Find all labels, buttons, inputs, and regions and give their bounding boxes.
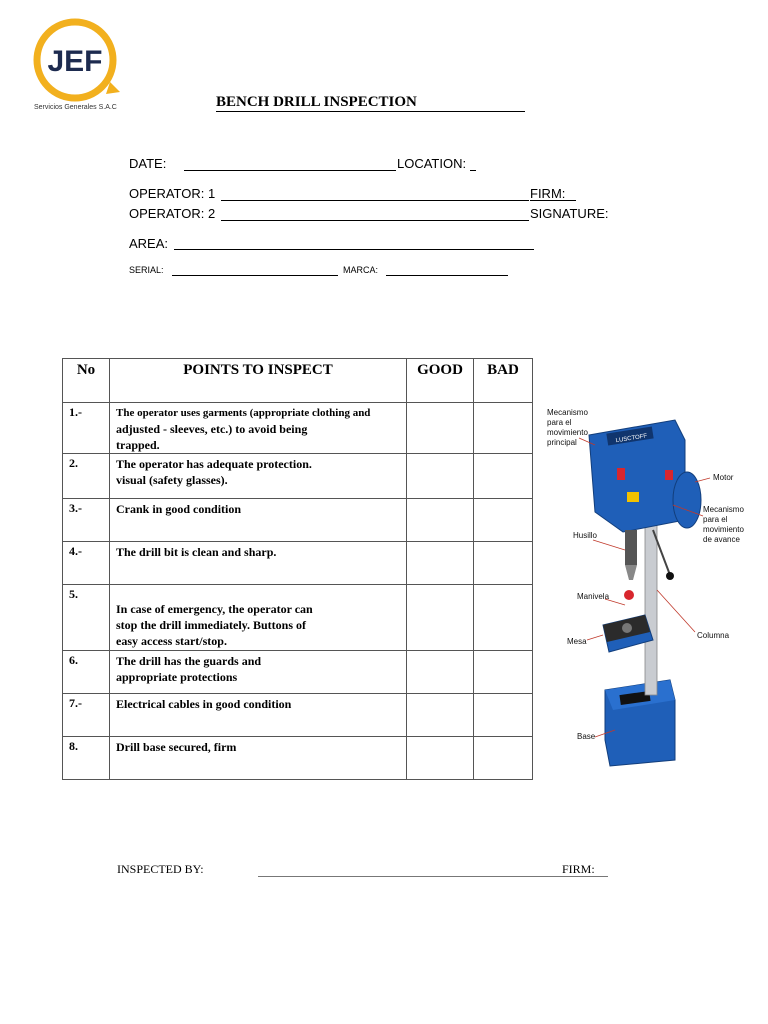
page-title: BENCH DRILL INSPECTION xyxy=(216,94,525,112)
serial-field[interactable] xyxy=(172,275,338,276)
company-logo xyxy=(30,18,130,118)
area-field[interactable] xyxy=(174,249,534,250)
location-label: LOCATION: xyxy=(397,156,467,171)
table-row xyxy=(63,737,533,780)
row-point xyxy=(110,454,407,499)
row-point xyxy=(110,694,407,737)
label-base: Base xyxy=(577,732,596,741)
row-point xyxy=(110,542,407,585)
label-manivela: Manivela xyxy=(577,592,610,601)
row-number: 5. xyxy=(63,585,110,651)
point-line: Electrical cables in good condition xyxy=(116,697,292,711)
point-line: Drill base secured, firm xyxy=(116,740,237,754)
row-point xyxy=(110,585,407,651)
label-mecanismo-avance: para el xyxy=(703,515,728,524)
point-line: The operator uses garments (appropriate clothing and xyxy=(116,407,371,419)
signature-label: SIGNATURE: xyxy=(530,206,609,221)
point-line: easy access start/stop. xyxy=(116,634,227,648)
good-checkbox-cell[interactable] xyxy=(407,585,474,651)
bad-checkbox-cell[interactable] xyxy=(474,542,533,585)
serial-label: SERIAL: xyxy=(129,265,164,275)
good-checkbox-cell[interactable] xyxy=(407,403,474,454)
table-row xyxy=(63,542,533,585)
header-good: GOOD xyxy=(407,359,474,403)
firm-label: FIRM: xyxy=(530,186,566,201)
point-line: visual (safety glasses). xyxy=(116,473,228,487)
row-number: 8. xyxy=(63,737,110,780)
label-mecanismo-principal: para el xyxy=(547,418,572,427)
label-mecanismo-principal: movimiento xyxy=(547,428,588,437)
drill-motor xyxy=(673,472,701,528)
logo-subtitle: Servicios Generales S.A.C xyxy=(34,104,117,111)
operator1-field[interactable] xyxy=(221,200,529,201)
bad-checkbox-cell[interactable] xyxy=(474,499,533,542)
inspection-table xyxy=(62,358,533,780)
good-checkbox-cell[interactable] xyxy=(407,694,474,737)
label-husillo: Husillo xyxy=(573,531,598,540)
point-line: stop the drill immediately. Buttons of xyxy=(116,618,307,632)
row-number: 2. xyxy=(63,454,110,499)
row-point xyxy=(110,403,407,454)
bad-checkbox-cell[interactable] xyxy=(474,403,533,454)
logo-text: JEF xyxy=(47,45,103,78)
drill-chuck xyxy=(625,565,637,580)
table-row xyxy=(63,403,533,454)
row-number: 1.- xyxy=(63,403,110,454)
drill-column xyxy=(645,500,657,695)
point-line: trapped. xyxy=(116,438,160,452)
footer-firm-label: FIRM: xyxy=(562,862,595,876)
operator2-field[interactable] xyxy=(221,220,529,221)
drill-table-hole xyxy=(622,623,632,633)
drill-switch xyxy=(665,470,673,480)
point-line: adjusted - sleeves, etc.) to avoid being xyxy=(116,422,308,436)
bad-checkbox-cell[interactable] xyxy=(474,694,533,737)
label-mecanismo-principal: principal xyxy=(547,438,577,447)
bad-checkbox-cell[interactable] xyxy=(474,585,533,651)
table-row xyxy=(63,454,533,499)
inspected-by-label: INSPECTED BY: xyxy=(117,862,204,876)
row-point xyxy=(110,651,407,694)
table-row xyxy=(63,651,533,694)
label-mecanismo-avance: Mecanismo xyxy=(703,505,744,514)
good-checkbox-cell[interactable] xyxy=(407,499,474,542)
good-checkbox-cell[interactable] xyxy=(407,737,474,780)
point-line: appropriate protections xyxy=(116,670,238,684)
location-field[interactable] xyxy=(470,170,476,171)
drill-warning-label xyxy=(627,492,639,502)
drill-spindle xyxy=(625,530,637,565)
label-mecanismo-avance: movimiento xyxy=(703,525,744,534)
date-label: DATE: xyxy=(129,156,167,171)
good-checkbox-cell[interactable] xyxy=(407,454,474,499)
point-line: The drill has the guards and xyxy=(116,654,262,668)
good-checkbox-cell[interactable] xyxy=(407,542,474,585)
point-line: The operator has adequate protection. xyxy=(116,457,312,471)
row-number: 3.- xyxy=(63,499,110,542)
bad-checkbox-cell[interactable] xyxy=(474,454,533,499)
operator1-label: OPERATOR: 1 xyxy=(129,186,216,201)
drill-brand: LUSCTOFF xyxy=(615,433,648,445)
date-field[interactable] xyxy=(184,170,396,171)
drill-switch xyxy=(617,468,625,480)
bad-checkbox-cell[interactable] xyxy=(474,737,533,780)
row-number: 7.- xyxy=(63,694,110,737)
marca-field[interactable] xyxy=(386,275,508,276)
bad-checkbox-cell[interactable] xyxy=(474,651,533,694)
label-columna: Columna xyxy=(697,631,730,640)
label-mecanismo-principal: Mecanismo xyxy=(547,408,588,417)
table-row xyxy=(63,499,533,542)
point-line: In case of emergency, the operator can xyxy=(116,602,313,616)
area-label: AREA: xyxy=(129,236,169,251)
table-header-row xyxy=(63,359,533,403)
operator2-label: OPERATOR: 2 xyxy=(129,206,216,221)
row-point xyxy=(110,499,407,542)
header-points: POINTS TO INSPECT xyxy=(110,359,407,403)
firm-field[interactable] xyxy=(530,200,576,201)
label-mecanismo-avance: de avance xyxy=(703,535,740,544)
label-motor: Motor xyxy=(713,473,734,482)
header-bad: BAD xyxy=(474,359,533,403)
table-row xyxy=(63,694,533,737)
bench-drill-diagram xyxy=(545,400,745,770)
drill-crank-knob xyxy=(666,572,674,580)
point-line: Crank in good condition xyxy=(116,502,242,516)
inspected-by-field[interactable] xyxy=(258,876,608,877)
row-number: 6. xyxy=(63,651,110,694)
row-point xyxy=(110,737,407,780)
good-checkbox-cell[interactable] xyxy=(407,651,474,694)
marca-label: MARCA: xyxy=(343,265,379,275)
drill-crank-knob-red xyxy=(624,590,634,600)
label-mesa: Mesa xyxy=(567,637,587,646)
point-line: The drill bit is clean and sharp. xyxy=(116,545,277,559)
row-number: 4.- xyxy=(63,542,110,585)
header-no: No xyxy=(63,359,110,403)
table-row xyxy=(63,585,533,651)
